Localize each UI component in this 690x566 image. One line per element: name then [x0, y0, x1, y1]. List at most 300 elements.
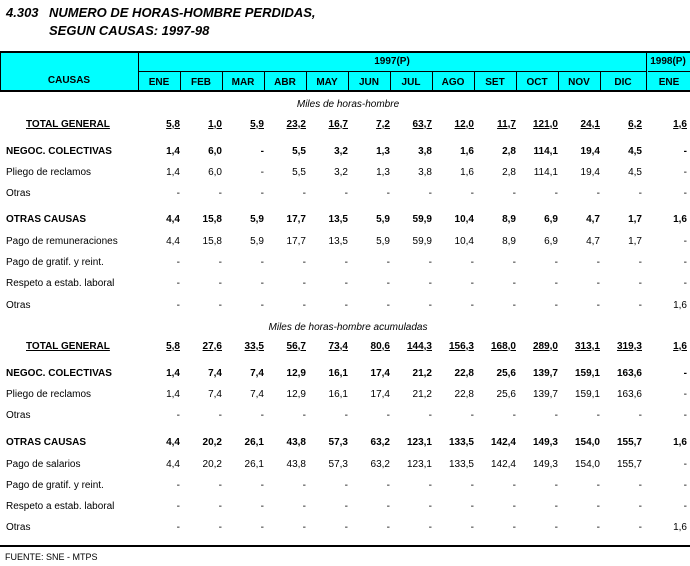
- table-cell: -: [470, 501, 474, 512]
- table-cell: 63,2: [370, 437, 390, 448]
- table-cell: 2,8: [502, 167, 516, 178]
- table-row: [0, 236, 690, 254]
- table-cell: -: [638, 257, 642, 268]
- table-cell: -: [470, 300, 474, 311]
- table-cell: -: [260, 146, 264, 157]
- table-cell: -: [638, 188, 642, 199]
- table-cell: -: [428, 257, 432, 268]
- table-cell: 1,6: [673, 437, 687, 448]
- table-cell: 139,7: [532, 368, 558, 379]
- table-row: [0, 437, 690, 455]
- table-cell: 5,9: [376, 214, 390, 225]
- table-cell: 73,4: [328, 341, 348, 352]
- table-cell: 13,5: [328, 214, 348, 225]
- table-cell: 123,1: [406, 459, 432, 470]
- table-cell: -: [683, 501, 687, 512]
- table-cell: -: [683, 236, 687, 247]
- table-row: [0, 368, 690, 386]
- table-cell: 4,4: [166, 214, 180, 225]
- table-cell: 1,7: [628, 214, 642, 225]
- table-title-line1: [6, 5, 316, 20]
- table-cell: -: [428, 188, 432, 199]
- table-cell: -: [596, 522, 600, 533]
- table-cell: -: [428, 300, 432, 311]
- table-cell: 22,8: [454, 368, 474, 379]
- header-month-5: MAY: [316, 77, 338, 88]
- table-cell: -: [428, 501, 432, 512]
- table-cell: 7,4: [250, 368, 264, 379]
- row-label: NEGOC. COLECTIVAS: [6, 368, 112, 379]
- table-cell: -: [302, 188, 306, 199]
- table-cell: 6,2: [628, 119, 642, 130]
- table-cell: 22,8: [454, 389, 474, 400]
- table-cell: -: [344, 410, 348, 421]
- table-cell: -: [638, 278, 642, 289]
- table-header: [0, 51, 690, 91]
- table-cell: -: [260, 501, 264, 512]
- source-note: FUENTE: SNE - MTPS: [5, 552, 98, 562]
- table-cell: 10,4: [454, 236, 474, 247]
- table-cell: 1,7: [628, 236, 642, 247]
- header-month-7: JUL: [401, 77, 421, 88]
- table-cell: 80,6: [370, 341, 390, 352]
- table-cell: -: [260, 278, 264, 289]
- table-cell: 155,7: [616, 459, 642, 470]
- table-cell: 7,4: [208, 389, 222, 400]
- table-cell: -: [683, 146, 687, 157]
- table-cell: 7,4: [208, 368, 222, 379]
- table-cell: 121,0: [532, 119, 558, 130]
- table-cell: 1,6: [673, 300, 687, 311]
- table-number: 4.303: [6, 5, 39, 20]
- table-cell: -: [638, 410, 642, 421]
- table-cell: -: [638, 300, 642, 311]
- table-cell: -: [554, 257, 558, 268]
- table-cell: 1,6: [673, 522, 687, 533]
- table-cell: 159,1: [574, 368, 600, 379]
- header-separator-month: [264, 71, 265, 91]
- table-cell: -: [386, 480, 390, 491]
- table-row: [0, 214, 690, 232]
- table-row: [0, 278, 690, 296]
- row-label: Pago de salarios: [6, 459, 81, 470]
- table-cell: -: [260, 410, 264, 421]
- header-separator-month: [600, 71, 601, 91]
- table-cell: -: [512, 410, 516, 421]
- header-month-9: SET: [485, 77, 505, 88]
- table-cell: 1,3: [376, 146, 390, 157]
- header-month-4: ABR: [274, 77, 296, 88]
- table-cell: 33,5: [244, 341, 264, 352]
- table-cell: -: [218, 522, 222, 533]
- table-cell: -: [260, 480, 264, 491]
- table-cell: 149,3: [532, 459, 558, 470]
- table-cell: -: [218, 257, 222, 268]
- table-cell: 5,9: [250, 214, 264, 225]
- table-cell: -: [344, 522, 348, 533]
- row-label: OTRAS CAUSAS: [6, 437, 87, 448]
- table-cell: -: [260, 522, 264, 533]
- table-cell: 3,2: [334, 167, 348, 178]
- table-cell: -: [470, 278, 474, 289]
- table-cell: -: [470, 480, 474, 491]
- header-separator-main-0: [138, 51, 139, 91]
- table-cell: -: [428, 278, 432, 289]
- table-cell: -: [386, 278, 390, 289]
- table-cell: 5,9: [250, 236, 264, 247]
- table-cell: 24,1: [580, 119, 600, 130]
- table-cell: 149,3: [532, 437, 558, 448]
- table-cell: 1,4: [166, 167, 180, 178]
- table-cell: -: [596, 501, 600, 512]
- table-cell: 16,7: [328, 119, 348, 130]
- table-cell: 142,4: [490, 437, 516, 448]
- table-cell: 7,4: [250, 389, 264, 400]
- header-separator-month: [474, 71, 475, 91]
- table-cell: 5,8: [166, 119, 180, 130]
- table-cell: -: [554, 522, 558, 533]
- table-row: [0, 119, 690, 137]
- table-cell: -: [386, 522, 390, 533]
- table-cell: -: [302, 522, 306, 533]
- table-cell: -: [554, 278, 558, 289]
- table-cell: 57,3: [328, 437, 348, 448]
- table-cell: 7,2: [376, 119, 390, 130]
- table-cell: 59,9: [412, 214, 432, 225]
- table-row: [0, 410, 690, 428]
- table-cell: 16,1: [328, 368, 348, 379]
- table-cell: -: [386, 257, 390, 268]
- table-cell: 25,6: [496, 368, 516, 379]
- table-cell: -: [344, 501, 348, 512]
- table-cell: 1,6: [673, 214, 687, 225]
- table-cell: -: [260, 167, 264, 178]
- table-cell: -: [512, 188, 516, 199]
- table-cell: -: [470, 257, 474, 268]
- table-cell: -: [683, 480, 687, 491]
- table-cell: 19,4: [580, 146, 600, 157]
- table-cell: 23,2: [286, 119, 306, 130]
- table-cell: -: [176, 410, 180, 421]
- row-label: OTRAS CAUSAS: [6, 214, 87, 225]
- table-cell: 12,9: [286, 368, 306, 379]
- table-cell: 163,6: [616, 368, 642, 379]
- table-cell: 5,9: [250, 119, 264, 130]
- table-cell: 4,5: [628, 146, 642, 157]
- header-separator-month: [222, 71, 223, 91]
- table-row: [0, 459, 690, 477]
- table-cell: -: [554, 188, 558, 199]
- table-cell: 1,4: [166, 146, 180, 157]
- table-cell: -: [344, 480, 348, 491]
- table-cell: 154,0: [574, 459, 600, 470]
- table-cell: -: [218, 480, 222, 491]
- table-cell: 319,3: [616, 341, 642, 352]
- header-year-1998: 1998(P): [650, 56, 686, 67]
- table-cell: 4,5: [628, 167, 642, 178]
- table-bottom-rule: [0, 545, 690, 547]
- table-cell: -: [218, 501, 222, 512]
- table-cell: 154,0: [574, 437, 600, 448]
- row-label: TOTAL GENERAL: [26, 341, 110, 352]
- row-label: Pago de gratif. y reint.: [6, 257, 104, 268]
- table-cell: -: [176, 257, 180, 268]
- table-cell: 16,1: [328, 389, 348, 400]
- table-cell: -: [344, 300, 348, 311]
- table-cell: -: [554, 410, 558, 421]
- table-cell: 1,0: [208, 119, 222, 130]
- table-cell: -: [344, 257, 348, 268]
- table-row: [0, 146, 690, 164]
- table-cell: 63,7: [412, 119, 432, 130]
- row-label: Otras: [6, 300, 31, 311]
- table-cell: -: [176, 300, 180, 311]
- table-cell: 20,2: [202, 459, 222, 470]
- table-cell: -: [386, 501, 390, 512]
- table-cell: 6,9: [544, 236, 558, 247]
- header-month-8: AGO: [441, 77, 465, 88]
- table-cell: 313,1: [574, 341, 600, 352]
- table-cell: -: [470, 188, 474, 199]
- header-month-2: FEB: [191, 77, 211, 88]
- header-separator-month: [558, 71, 559, 91]
- row-label: NEGOC. COLECTIVAS: [6, 146, 112, 157]
- table-cell: -: [596, 188, 600, 199]
- row-label: Pliego de reclamos: [6, 167, 92, 178]
- table-cell: 168,0: [490, 341, 516, 352]
- table-cell: -: [554, 300, 558, 311]
- section-title-monthly: Miles de horas-hombre: [296, 99, 400, 110]
- table-cell: -: [596, 480, 600, 491]
- table-row: [0, 480, 690, 498]
- table-cell: 8,9: [502, 236, 516, 247]
- row-label: Otras: [6, 188, 31, 199]
- table-row: [0, 257, 690, 275]
- table-cell: 163,6: [616, 389, 642, 400]
- table-cell: 2,8: [502, 146, 516, 157]
- table-cell: 6,0: [208, 146, 222, 157]
- table-cell: -: [176, 188, 180, 199]
- table-cell: -: [512, 300, 516, 311]
- table-cell: 27,6: [202, 341, 222, 352]
- table-cell: 43,8: [286, 437, 306, 448]
- table-cell: 4,4: [166, 236, 180, 247]
- title-text-1: NUMERO DE HORAS-HOMBRE PERDIDAS,: [49, 5, 316, 20]
- table-cell: -: [638, 501, 642, 512]
- table-cell: -: [302, 501, 306, 512]
- table-cell: -: [638, 522, 642, 533]
- table-cell: 59,9: [412, 236, 432, 247]
- table-cell: -: [428, 410, 432, 421]
- table-cell: -: [596, 257, 600, 268]
- table-cell: -: [302, 278, 306, 289]
- table-cell: -: [218, 410, 222, 421]
- table-cell: -: [683, 410, 687, 421]
- table-cell: 8,9: [502, 214, 516, 225]
- table-cell: -: [554, 501, 558, 512]
- table-cell: 5,5: [292, 146, 306, 157]
- table-cell: -: [683, 167, 687, 178]
- table-cell: 15,8: [202, 214, 222, 225]
- header-separator-month: [432, 71, 433, 91]
- row-label: Otras: [6, 410, 31, 421]
- table-cell: -: [638, 480, 642, 491]
- table-cell: -: [683, 188, 687, 199]
- header-month-1: ENE: [148, 77, 170, 88]
- table-cell: 17,4: [370, 389, 390, 400]
- table-cell: 19,4: [580, 167, 600, 178]
- table-cell: 5,5: [292, 167, 306, 178]
- table-cell: 17,4: [370, 368, 390, 379]
- row-label: Respeto a estab. laboral: [6, 501, 115, 512]
- table-cell: -: [683, 257, 687, 268]
- header-divider-1998: [648, 71, 690, 72]
- table-cell: 155,7: [616, 437, 642, 448]
- table-cell: -: [512, 480, 516, 491]
- table-cell: 1,6: [673, 341, 687, 352]
- table-cell: -: [470, 410, 474, 421]
- header-separator-main-1: [646, 51, 647, 91]
- table-cell: -: [428, 522, 432, 533]
- header-month-12: DIC: [614, 77, 632, 88]
- row-label: Otras: [6, 522, 31, 533]
- table-cell: -: [596, 300, 600, 311]
- table-cell: -: [512, 522, 516, 533]
- row-label: Pago de gratif. y reint.: [6, 480, 104, 491]
- table-cell: 26,1: [244, 459, 264, 470]
- table-cell: -: [554, 480, 558, 491]
- header-month-3: MAR: [231, 77, 255, 88]
- table-cell: 20,2: [202, 437, 222, 448]
- table-cell: 1,6: [673, 119, 687, 130]
- table-cell: 139,7: [532, 389, 558, 400]
- table-cell: 43,8: [286, 459, 306, 470]
- section-title-cumulative: Miles de horas-hombre acumuladas: [268, 322, 428, 333]
- table-cell: 12,9: [286, 389, 306, 400]
- table-cell: 4,7: [586, 236, 600, 247]
- row-label: Pago de remuneraciones: [6, 236, 118, 247]
- table-cell: -: [344, 278, 348, 289]
- table-cell: -: [386, 300, 390, 311]
- table-cell: -: [596, 410, 600, 421]
- table-cell: -: [176, 480, 180, 491]
- table-row: [0, 188, 690, 206]
- table-cell: -: [683, 278, 687, 289]
- header-separator-month: [390, 71, 391, 91]
- table-cell: 15,8: [202, 236, 222, 247]
- table-cell: 63,2: [370, 459, 390, 470]
- table-cell: -: [302, 257, 306, 268]
- table-cell: -: [176, 278, 180, 289]
- table-cell: -: [302, 480, 306, 491]
- table-cell: 1,4: [166, 368, 180, 379]
- table-cell: 6,9: [544, 214, 558, 225]
- header-month-13: ENE: [658, 77, 680, 88]
- header-month-6: JUN: [358, 77, 379, 88]
- table-cell: -: [176, 501, 180, 512]
- table-cell: 1,6: [460, 146, 474, 157]
- table-cell: -: [470, 522, 474, 533]
- row-label: Respeto a estab. laboral: [6, 278, 115, 289]
- table-cell: 3,8: [418, 146, 432, 157]
- row-label: Pliego de reclamos: [6, 389, 92, 400]
- header-separator-month: [180, 71, 181, 91]
- table-cell: 4,7: [586, 214, 600, 225]
- table-cell: 1,3: [376, 167, 390, 178]
- table-cell: -: [344, 188, 348, 199]
- table-cell: -: [218, 188, 222, 199]
- row-label: TOTAL GENERAL: [26, 119, 110, 130]
- table-cell: 56,7: [286, 341, 306, 352]
- table-cell: 3,8: [418, 167, 432, 178]
- table-cell: 1,6: [460, 167, 474, 178]
- table-cell: 4,4: [166, 437, 180, 448]
- table-cell: -: [683, 459, 687, 470]
- table-cell: -: [218, 278, 222, 289]
- table-cell: -: [386, 410, 390, 421]
- table-cell: -: [302, 410, 306, 421]
- table-cell: 11,7: [497, 119, 516, 130]
- table-cell: 13,5: [328, 236, 348, 247]
- table-cell: -: [596, 278, 600, 289]
- header-year-1997: 1997(P): [374, 56, 410, 67]
- table-cell: -: [512, 257, 516, 268]
- table-cell: 133,5: [448, 437, 474, 448]
- table-cell: -: [683, 389, 687, 400]
- table-cell: -: [260, 188, 264, 199]
- table-cell: -: [428, 480, 432, 491]
- table-cell: 10,4: [454, 214, 474, 225]
- table-cell: 289,0: [532, 341, 558, 352]
- table-cell: 142,4: [490, 459, 516, 470]
- table-row: [0, 167, 690, 185]
- header-separator-month: [306, 71, 307, 91]
- header-separator-month: [516, 71, 517, 91]
- header-month-11: NOV: [568, 77, 590, 88]
- table-cell: 5,8: [166, 341, 180, 352]
- table-cell: 5,9: [376, 236, 390, 247]
- table-cell: -: [260, 300, 264, 311]
- table-cell: 17,7: [286, 236, 306, 247]
- table-cell: 159,1: [574, 389, 600, 400]
- table-row: [0, 522, 690, 540]
- table-cell: 21,2: [412, 389, 432, 400]
- table-cell: 144,3: [406, 341, 432, 352]
- table-cell: 133,5: [448, 459, 474, 470]
- table-cell: 57,3: [328, 459, 348, 470]
- header-month-10: OCT: [526, 77, 548, 88]
- table-cell: -: [386, 188, 390, 199]
- table-cell: 26,1: [244, 437, 264, 448]
- table-cell: 114,1: [533, 146, 558, 157]
- table-row: [0, 389, 690, 407]
- header-divider: [138, 71, 646, 72]
- table-cell: -: [260, 257, 264, 268]
- table-cell: -: [302, 300, 306, 311]
- table-cell: 21,2: [412, 368, 432, 379]
- header-causas: CAUSAS: [47, 75, 91, 86]
- table-cell: -: [176, 522, 180, 533]
- table-row: [0, 300, 690, 318]
- table-cell: 156,3: [448, 341, 474, 352]
- table-cell: 6,0: [208, 167, 222, 178]
- table-cell: 25,6: [496, 389, 516, 400]
- table-cell: -: [218, 300, 222, 311]
- table-cell: 17,7: [286, 214, 306, 225]
- table-cell: 4,4: [166, 459, 180, 470]
- table-cell: 12,0: [454, 119, 474, 130]
- table-title-line2: SEGUN CAUSAS: 1997-98: [49, 23, 210, 38]
